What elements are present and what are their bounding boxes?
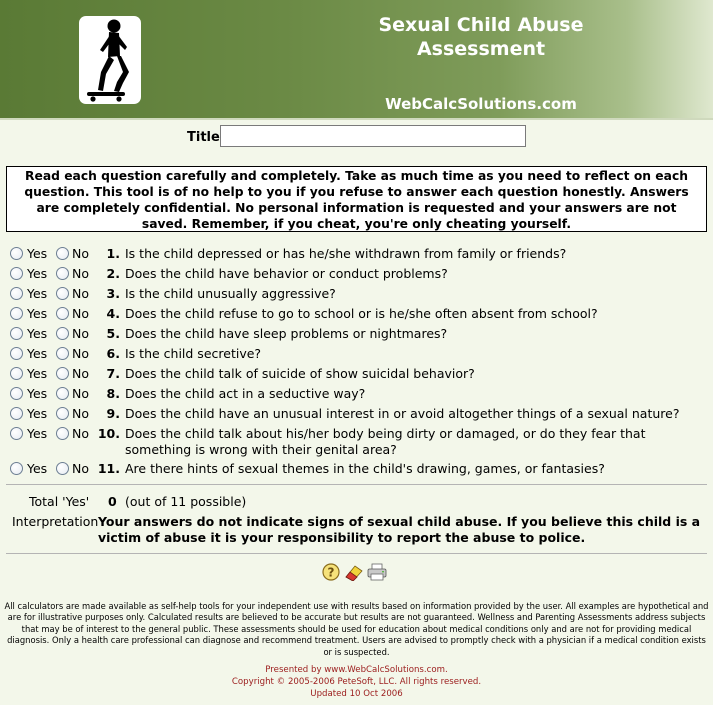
help-button[interactable] xyxy=(322,563,340,585)
question-number: 8. xyxy=(106,386,120,401)
question-number: 3. xyxy=(106,286,120,301)
toolbar-divider xyxy=(6,553,707,554)
print-button[interactable] xyxy=(367,563,387,585)
total-yes-label: Total 'Yes' xyxy=(29,494,90,509)
app-title: Sexual Child Abuse Assessment xyxy=(378,14,584,60)
no-label: No xyxy=(72,266,89,281)
yes-label: Yes xyxy=(27,461,48,476)
question-number: 9. xyxy=(106,406,120,421)
question-number: 1. xyxy=(106,246,120,261)
no-radio[interactable] xyxy=(56,387,69,400)
title-input[interactable] xyxy=(220,125,526,147)
question-text: Is the child depressed or has he/she withdrawn from family or friends? xyxy=(125,246,567,261)
logo xyxy=(79,16,141,104)
interpretation-label: Interpretation xyxy=(12,514,99,529)
no-radio[interactable] xyxy=(56,267,69,280)
question-number: 6. xyxy=(106,346,120,361)
interpretation-text: Your answers do not indicate signs of sexual child abuse. If you believe this child is a victim of abuse it is your responsibility to report the abuse to police. xyxy=(98,514,701,545)
site-name: WebCalcSolutions.com xyxy=(385,95,577,113)
no-label: No xyxy=(72,306,89,321)
yes-radio[interactable] xyxy=(10,287,23,300)
yes-label: Yes xyxy=(27,326,48,341)
yes-radio[interactable] xyxy=(10,247,23,260)
no-radio[interactable] xyxy=(56,247,69,260)
presented-by: Presented by www.WebCalcSolutions.com. xyxy=(265,665,448,675)
yes-radio[interactable] xyxy=(10,307,23,320)
yes-label: Yes xyxy=(27,266,48,281)
no-radio[interactable] xyxy=(56,327,69,340)
yes-radio[interactable] xyxy=(10,367,23,380)
updated-date: Updated 10 Oct 2006 xyxy=(310,689,403,699)
printer-icon xyxy=(367,563,387,581)
no-radio[interactable] xyxy=(56,407,69,420)
yes-label: Yes xyxy=(27,346,48,361)
instructions-box: Read each question carefully and completely. Take as much time as you need to reflect on each question. This tool is of no help to you if you refuse to answer each question honestly. Answers are completely confidential. No personal information is requested and your answers are not saved. Remember, if you cheat, you're only cheating yourself. xyxy=(6,166,707,232)
yes-label: Yes xyxy=(27,426,48,441)
yes-radio[interactable] xyxy=(10,387,23,400)
results-divider xyxy=(6,484,707,485)
yes-label: Yes xyxy=(27,306,48,321)
help-icon xyxy=(322,563,340,581)
yes-radio[interactable] xyxy=(10,327,23,340)
total-yes-note: (out of 11 possible) xyxy=(125,494,247,509)
no-label: No xyxy=(72,406,89,421)
question-number: 11. xyxy=(97,461,120,476)
no-radio[interactable] xyxy=(56,307,69,320)
title-label: Title xyxy=(187,130,220,145)
copyright: Copyright © 2005-2006 PeteSoft, LLC. All rights reserved. xyxy=(231,677,482,687)
yes-radio[interactable] xyxy=(10,267,23,280)
no-label: No xyxy=(72,366,89,381)
no-radio[interactable] xyxy=(56,462,69,475)
question-number: 10. xyxy=(97,426,120,441)
yes-label: Yes xyxy=(27,406,48,421)
yes-radio[interactable] xyxy=(10,427,23,440)
question-text: Are there hints of sexual themes in the child's drawing, games, or fantasies? xyxy=(125,461,605,476)
header-divider xyxy=(0,118,713,120)
yes-label: Yes xyxy=(27,366,48,381)
eraser-icon xyxy=(344,563,364,581)
clear-button[interactable] xyxy=(344,563,364,585)
question-text: Does the child have an unusual interest in or avoid altogether things of a sexual nature? xyxy=(125,406,680,421)
no-radio[interactable] xyxy=(56,367,69,380)
question-text: Does the child act in a seductive way? xyxy=(125,386,366,401)
no-radio[interactable] xyxy=(56,427,69,440)
yes-label: Yes xyxy=(27,286,48,301)
no-radio[interactable] xyxy=(56,347,69,360)
no-label: No xyxy=(72,386,89,401)
no-radio[interactable] xyxy=(56,287,69,300)
no-label: No xyxy=(72,426,89,441)
question-number: 2. xyxy=(106,266,120,281)
no-label: No xyxy=(72,326,89,341)
question-number: 7. xyxy=(106,366,120,381)
question-text: Does the child refuse to go to school or is he/she often absent from school? xyxy=(125,306,598,321)
question-text: Does the child talk about his/her body being dirty or damaged, or do they fear that something is wrong with their genital area? xyxy=(125,426,646,457)
question-text: Does the child talk of suicide of show suicidal behavior? xyxy=(125,366,475,381)
no-label: No xyxy=(72,346,89,361)
question-text: Is the child unusually aggressive? xyxy=(125,286,336,301)
no-label: No xyxy=(72,286,89,301)
total-yes-value: 0 xyxy=(108,494,117,509)
yes-label: Yes xyxy=(27,386,48,401)
question-text: Is the child secretive? xyxy=(125,346,262,361)
question-text: Does the child have behavior or conduct problems? xyxy=(125,266,448,281)
yes-radio[interactable] xyxy=(10,462,23,475)
yes-radio[interactable] xyxy=(10,407,23,420)
svg-text:?: ? xyxy=(327,565,335,580)
skateboarder-icon xyxy=(79,16,141,104)
question-number: 4. xyxy=(106,306,120,321)
no-label: No xyxy=(72,461,89,476)
no-label: No xyxy=(72,246,89,261)
yes-radio[interactable] xyxy=(10,347,23,360)
header-banner xyxy=(0,0,713,118)
disclaimer-text: All calculators are made available as self-help tools for your independent use with results based on information provided by the user. All examples are hypothetical and are for illustrative purposes only. Calculated results are believed to be accurate but results are not guaranteed. Wellness and Parenting Assessments address subjects that may be of interest to the general public. These assessments should be used for education about medical conditions only and are not for providing medical diagnosis. Only a health care professional can diagnose and recommend treatment. Users are advised to promptly check with a physician if a medical condition exists or is suspected. xyxy=(4,601,709,657)
question-text: Does the child have sleep problems or nightmares? xyxy=(125,326,448,341)
yes-label: Yes xyxy=(27,246,48,261)
question-number: 5. xyxy=(106,326,120,341)
